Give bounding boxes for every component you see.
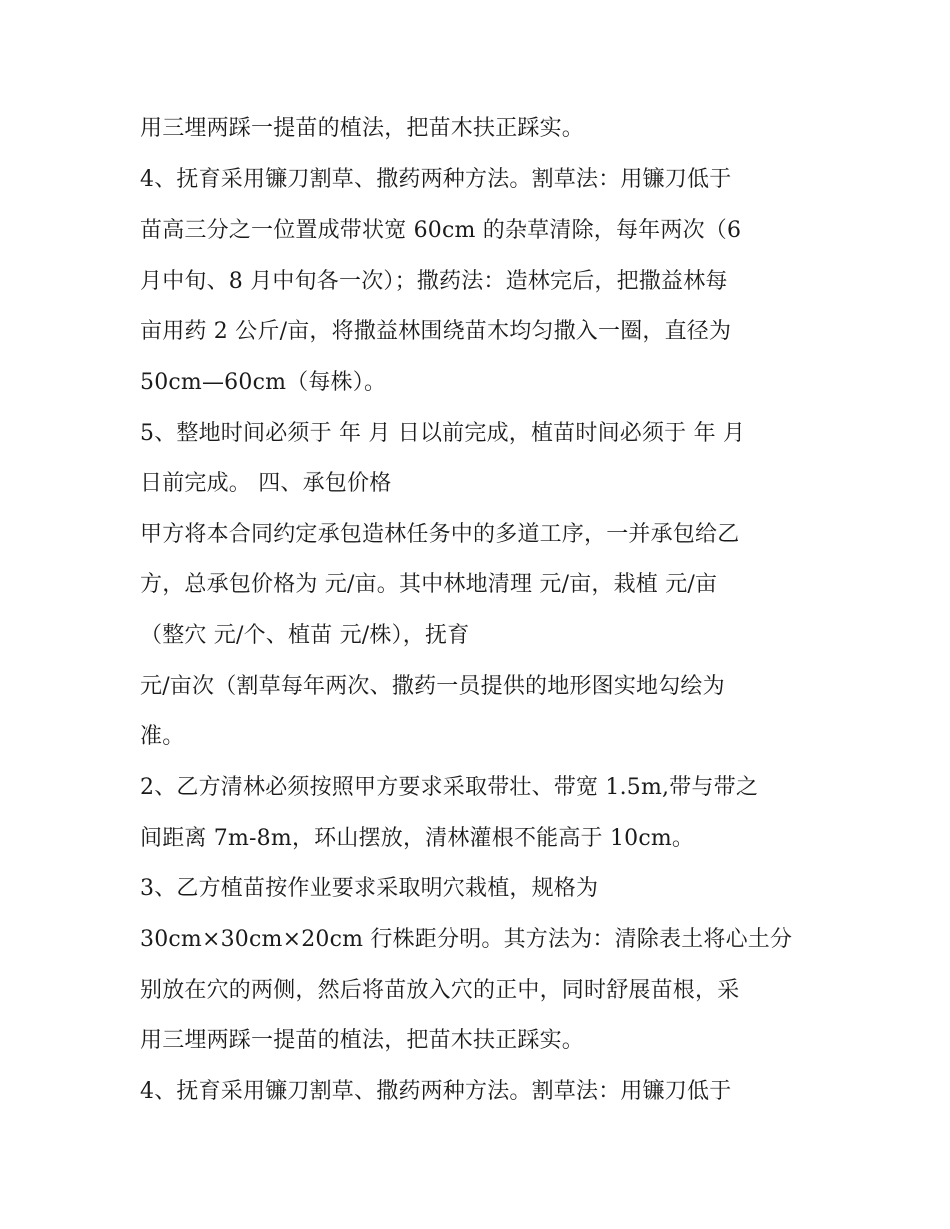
text-line: 用三埋两踩一提苗的植法，把苗木扶正踩实。 [140,116,585,141]
text-line: 30cm×30cm×20cm 行株距分明。其方法为：清除表土将心土分 [140,927,793,952]
text-line: 亩用药 2 公斤/亩，将撒益林围绕苗木均匀撒入一圈，直径为 [140,319,732,344]
text-line: 甲方将本合同约定承包造林任务中的多道工序，一并承包给乙 [140,522,740,547]
text-line: 日前完成。 四、承包价格 [140,471,392,496]
text-line: 4、抚育采用镰刀割草、撒药两种方法。割草法：用镰刀低于 [140,167,732,192]
text-line: 2、乙方清林必须按照甲方要求采取带壮、带宽 1.5m,带与带之 [140,775,759,800]
text-line: 方，总承包价格为 元/亩。其中林地清理 元/亩，栽植 元/亩 [140,572,718,597]
text-line: 4、抚育采用镰刀割草、撒药两种方法。割草法：用镰刀低于 [140,1079,732,1104]
text-line: 苗高三分之一位置成带状宽 60cm 的杂草清除，每年两次（6 [140,218,742,243]
text-line: 用三埋两踩一提苗的植法，把苗木扶正踩实。 [140,1028,585,1053]
text-line: 间距离 7m-8m，环山摆放，清林灌根不能高于 10cm。 [140,826,695,851]
text-line: 月中旬、8 月中旬各一次）；撒药法：造林完后，把撒益林每 [140,269,728,294]
text-line: 别放在穴的两侧，然后将苗放入穴的正中，同时舒展苗根，采 [140,978,740,1003]
text-line: 3、乙方植苗按作业要求采取明穴栽植，规格为 [140,876,599,901]
text-line: 元/亩次（割草每年两次、撒药一员提供的地形图实地勾绘为 [140,674,725,699]
text-line: 5、整地时间必须于 年 月 日以前完成，植苗时间必须于 年 月 [140,421,746,446]
text-line: 50cm—60cm（每株）。 [140,370,387,395]
text-line: （整穴 元/个、植苗 元/株），抚育 [140,623,470,648]
text-line: 准。 [140,724,185,749]
